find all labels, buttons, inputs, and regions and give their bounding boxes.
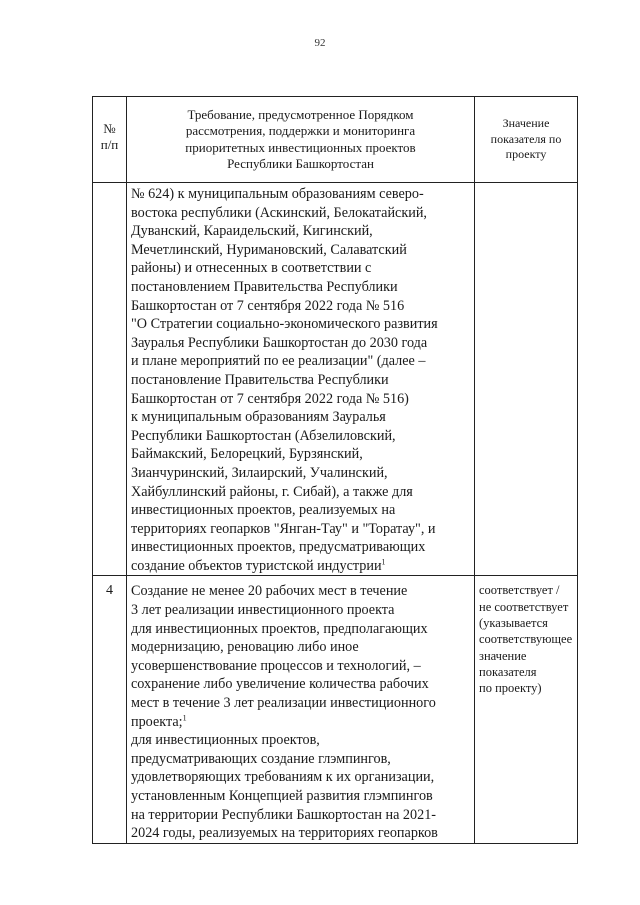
text-line-content: и плане мероприятий по ее реализации" (далее – <box>131 353 426 370</box>
text-line-content: (указывается <box>479 616 548 631</box>
text-line <box>131 787 472 806</box>
text-line-content: проекта; <box>131 713 183 730</box>
text-line-content: инвестиционных проектов, предусматривающих <box>131 539 426 556</box>
text-line <box>131 445 472 464</box>
text-line <box>131 538 472 557</box>
text-line <box>131 297 472 316</box>
text-line <box>479 664 575 680</box>
text-line-content: постановлением Правительства Республики <box>131 278 398 295</box>
text-line <box>131 601 472 620</box>
table-row <box>93 183 578 576</box>
text-line-content: не соответствует <box>479 599 569 614</box>
requirement-text <box>127 576 474 842</box>
text-line-content: установленным Концепцией развития глэмпингов <box>131 788 433 804</box>
text-line <box>131 694 472 713</box>
text-line-content: Башкортостан от 7 сентября 2022 года № 516) <box>131 390 409 407</box>
text-line <box>131 768 472 787</box>
text-line-content: Дуванский, Караидельский, Кигинский, <box>131 223 373 240</box>
text-line-content: показателя <box>479 664 537 679</box>
header-value-line: показателя по <box>490 131 562 146</box>
text-line <box>131 501 472 520</box>
header-requirement-line: Республики Башкортостан <box>227 156 374 172</box>
header-requirement-cell <box>127 97 475 183</box>
text-line <box>479 648 575 664</box>
text-line-content: № 624) к муниципальным образованиям северо- <box>131 186 424 202</box>
requirement-text <box>127 183 474 575</box>
text-line-content: Зианчуринский, Зилаирский, Учалинский, <box>131 464 388 481</box>
header-number-cell <box>93 97 127 183</box>
header-value-text <box>475 97 577 163</box>
row-number-cell <box>93 576 127 843</box>
value-cell <box>475 183 578 576</box>
text-line <box>131 352 472 371</box>
text-line <box>131 334 472 353</box>
header-number-text <box>93 97 126 154</box>
text-line <box>479 680 575 696</box>
text-line-content: на территории Республики Башкортостан на 2021- <box>131 806 437 823</box>
text-line <box>131 657 472 676</box>
text-line <box>479 631 575 647</box>
text-line <box>131 520 472 539</box>
text-line-content: соответствует / <box>479 583 560 598</box>
text-line <box>131 620 472 639</box>
value-cell <box>475 576 578 843</box>
text-line <box>131 464 472 483</box>
text-line-content: "О Стратегии социально-экономического развития <box>131 316 438 333</box>
text-line-content: территориях геопарков "Янган-Тау" и "Торатау", и <box>131 520 436 537</box>
text-line <box>131 259 472 278</box>
header-number-line: п/п <box>100 137 119 153</box>
text-line-content: районы) и отнесенных в соответствии с <box>131 260 372 277</box>
text-line-content: создание объектов туристской индустрии <box>131 557 382 574</box>
text-line <box>131 278 472 297</box>
header-value-line: Значение <box>502 116 550 130</box>
text-line-content: усовершенствование процессов и технологий, – <box>131 657 421 674</box>
text-line-content: по проекту) <box>479 681 542 696</box>
requirement-cell <box>127 183 475 576</box>
text-line-content: Создание не менее 20 рабочих мест в течение <box>131 583 408 600</box>
text-line-content: сохранение либо увеличение количества рабочих <box>131 676 429 693</box>
text-line-content: модернизацию, реновацию либо иное <box>131 639 359 656</box>
text-line-content: востока республики (Аскинский, Белокатайский, <box>131 204 427 221</box>
text-line-content: предусматривающих создание глэмпингов, <box>131 750 391 767</box>
text-line <box>479 582 575 598</box>
text-line-content: Мечетлинский, Нуримановский, Салаватский <box>131 241 407 258</box>
page-number: 92 <box>314 37 326 49</box>
text-line <box>131 582 472 601</box>
text-line-content: постановление Правительства Республики <box>131 371 389 388</box>
text-line <box>131 185 472 204</box>
table-row <box>93 576 578 843</box>
header-requirement-line: рассмотрения, поддержки и мониторинга <box>185 123 416 139</box>
header-number-line: № <box>103 121 116 136</box>
text-line-content: мест в течение 3 лет реализации инвестиционного <box>131 695 436 712</box>
text-line <box>131 371 472 390</box>
text-line-content: Баймакский, Белорецкий, Бурзянский, <box>131 446 363 463</box>
footnote-mark: 1 <box>182 712 187 722</box>
text-line <box>131 557 472 576</box>
text-line-content: 3 лет реализации инвестиционного проекта <box>131 602 395 619</box>
footnote-mark: 1 <box>381 557 386 567</box>
text-line <box>131 806 472 825</box>
text-line <box>131 427 472 446</box>
text-line-content: Зауралья Республики Башкортостан до 2030 года <box>131 334 428 351</box>
text-line <box>131 408 472 427</box>
table-header-row <box>93 97 578 183</box>
text-line <box>131 824 472 843</box>
text-line <box>131 204 472 223</box>
text-line-content: Башкортостан от 7 сентября 2022 года № 516 <box>131 297 405 314</box>
text-line <box>131 638 472 657</box>
text-line <box>131 675 472 694</box>
text-line <box>131 390 472 409</box>
value-text <box>475 576 577 696</box>
text-line <box>131 241 472 260</box>
header-value-line: проекту <box>505 147 547 161</box>
header-value-cell <box>475 97 578 183</box>
text-line <box>131 315 472 334</box>
text-line-content: Республики Башкортостан (Абзелиловский, <box>131 427 396 444</box>
requirements-table <box>92 96 578 844</box>
text-line <box>131 750 472 769</box>
text-line-content: для инвестиционных проектов, <box>131 732 320 749</box>
text-line <box>131 222 472 241</box>
text-line-content: значение <box>479 648 527 663</box>
text-line <box>131 483 472 502</box>
text-line-content: для инвестиционных проектов, предполагающих <box>131 620 428 637</box>
requirement-cell <box>127 576 475 843</box>
text-line-content: 2024 годы, реализуемых на территориях геопарков <box>131 825 438 842</box>
text-line-content: Хайбуллинский районы, г. Сибай), а также для <box>131 483 413 500</box>
text-line <box>131 731 472 750</box>
header-requirement-line: приоритетных инвестиционных проектов <box>185 139 416 155</box>
row-number-cell <box>93 183 127 576</box>
text-line-content: удовлетворяющих требованиям к их организации, <box>131 769 435 786</box>
text-line <box>479 599 575 615</box>
header-requirement-text <box>127 97 474 173</box>
text-line-content: к муниципальным образованиям Зауралья <box>131 409 386 426</box>
header-requirement-line: Требование, предусмотренное Порядком <box>187 107 414 122</box>
text-line-content: соответствующее <box>479 632 573 647</box>
text-line <box>479 615 575 631</box>
text-line-content: инвестиционных проектов, реализуемых на <box>131 502 396 519</box>
row-number: 4 <box>106 583 113 599</box>
text-line <box>131 713 472 732</box>
